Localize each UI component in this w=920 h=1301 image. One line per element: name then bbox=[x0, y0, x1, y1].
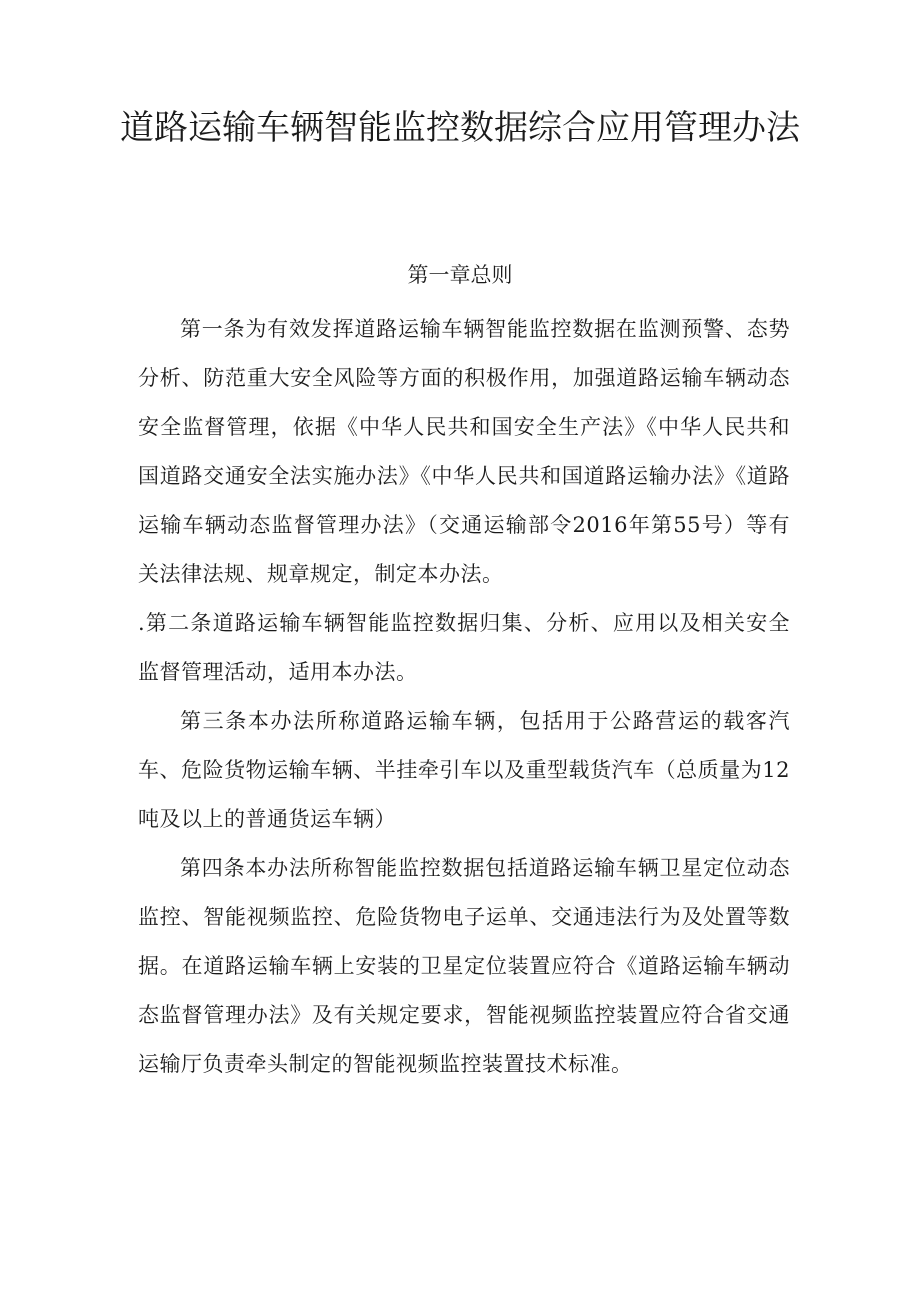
chapter-heading: 第一章总则 bbox=[407, 263, 513, 287]
document-body bbox=[138, 305, 790, 1089]
article-4-paragraph: 第四条本办法所称智能监控数据包括道路运输车辆卫星定位动态监控、智能视频监控、危险货物电子运单、交通违法行为及处置等数据。在道路运输车辆上安装的卫星定位装置应符合《道路运输车辆动态监督管理办法》及有关规定要求，智能视频监控装置应符合省交通运输厅负责牵头制定的智能视频监控装置技术标准。 bbox=[138, 856, 790, 1076]
article-2-paragraph: .第二条道路运输车辆智能监控数据归集、分析、应用以及相关安全监督管理活动，适用本办法。 bbox=[138, 611, 790, 684]
article-1-paragraph: 第一条为有效发挥道路运输车辆智能监控数据在监测预警、态势分析、防范重大安全风险等方面的积极作用，加强道路运输车辆动态安全监督管理，依据《中华人民共和国安全生产法》《中华人民共和国道路交通安全法实施办法》《中华人民共和国道路运输办法》《道路运输车辆动态监督管理办法》（交通运输部令2016年第55号）等有关法律法规、规章规定，制定本办法。 bbox=[138, 317, 790, 586]
document-title: 道路运输车辆智能监控数据综合应用管理办法 bbox=[120, 108, 800, 148]
article-3-paragraph: 第三条本办法所称道路运输车辆，包括用于公路营运的载客汽车、危险货物运输车辆、半挂牵引车以及重型载货汽车（总质量为12吨及以上的普通货运车辆） bbox=[138, 709, 790, 831]
